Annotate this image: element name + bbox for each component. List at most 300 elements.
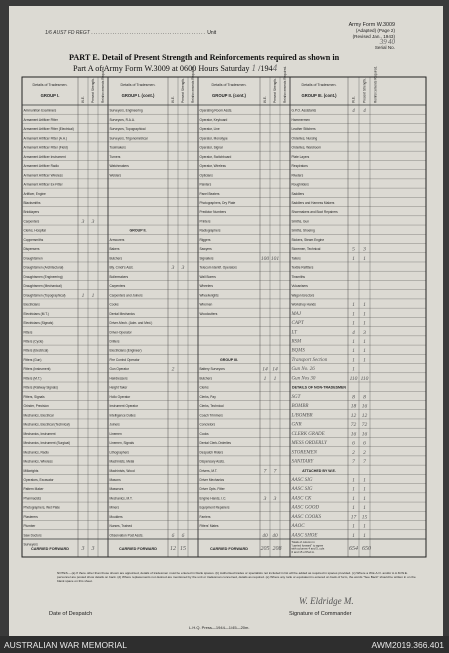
we-value: 1 — [352, 486, 355, 493]
trade-name: Turners — [109, 154, 121, 159]
trade-header: Details of Tradesmen. — [120, 83, 156, 87]
sheet-no-2: 40 — [388, 37, 395, 46]
we-value: 1 — [352, 505, 355, 512]
we-value: 100 — [260, 255, 270, 262]
trade-name: Saddlers and Harness Makers — [291, 200, 335, 205]
trade-name: Draughtsmen (Mechanical) — [23, 284, 62, 289]
trade-name: Battery Surveyors — [199, 367, 225, 372]
trade-handwritten: AASC CK — [291, 496, 312, 502]
trade-header: Details of Tradesmen. — [211, 83, 247, 87]
trade-name: Dental Mechanics — [109, 311, 135, 316]
total-we: 12 — [170, 546, 176, 552]
trade-name: Observation Post Assts. — [109, 533, 144, 538]
trade-name: Moulders — [109, 514, 123, 519]
trade-name: Operating Room Assts. — [199, 108, 233, 113]
trade-name: Surveyors, R.A.A. — [109, 117, 135, 122]
trade-name: Dispensary Assts. — [199, 459, 225, 464]
we-value: 17 — [350, 514, 357, 521]
trade-name: Orderlies, Wardroom — [291, 145, 321, 150]
trade-name: Coppersmiths — [23, 237, 44, 242]
we-value: 8 — [352, 394, 355, 401]
trade-name: Butchers — [199, 376, 213, 381]
commander-signature: W. Eldridge M. — [299, 596, 354, 606]
trade-name: Riveters — [291, 173, 304, 178]
totals-note: Totals of column in — [291, 540, 315, 544]
trade-name: Tinsmiths — [291, 274, 306, 279]
strength-value: 1 — [363, 311, 366, 318]
trade-name: Respirators — [291, 164, 308, 169]
trade-name: Roughriders — [291, 182, 309, 187]
we-value: 6 — [352, 440, 355, 447]
trade-handwritten: MAJ — [291, 311, 301, 317]
trade-name: Clerks, Pay — [199, 394, 216, 399]
trade-name: Wagon Erectors — [291, 293, 315, 298]
trade-name: Saw Doctors — [23, 533, 42, 538]
trade-name: Armament Artificer Ex-Fitter — [23, 182, 63, 187]
strength-value: 12 — [361, 412, 368, 419]
trade-name: Armament Artificer Fitter (A.A.) — [23, 136, 67, 141]
strength-value: 16 — [361, 431, 368, 438]
trade-handwritten: Transport Section — [291, 357, 328, 363]
group-header: GROUP I. — [40, 93, 60, 98]
trade-handwritten: CAPT — [291, 321, 304, 327]
trade-name: Carpenters and Joiners — [109, 293, 143, 298]
trade-handwritten: MESS ORDERLY — [291, 441, 327, 447]
we-value: 12 — [350, 412, 357, 419]
group-header: GROUP I. (cont.) — [121, 93, 155, 98]
trade-name: Printers — [199, 219, 211, 224]
trade-name: Stokers, Steam Engine — [291, 237, 325, 242]
form-adapted: (Adapted) (Page 2) — [355, 28, 395, 34]
serial-label: Serial No. — [374, 45, 395, 51]
strength-value: 14 — [272, 366, 278, 373]
subcolumn-header: Reinforcements Required. — [191, 65, 196, 103]
signature-label: Signature of Commander — [289, 611, 352, 617]
trade-name: Nurses, Trained — [109, 524, 132, 529]
strength-value: 40 — [272, 532, 278, 539]
we-value: 110 — [349, 375, 358, 382]
we-value: 1 — [352, 302, 355, 309]
form-name: Army Form W.3009 — [348, 22, 395, 28]
trade-name: Driver Mechanics — [199, 478, 225, 483]
trade-name: Electricians (Signals) — [23, 321, 54, 326]
trade-handwritten: AASC SIG — [291, 487, 313, 493]
strength-value: 72 — [361, 422, 368, 429]
archive-id: AWM2019.366.401 — [371, 640, 444, 650]
we-value: 7 — [263, 468, 267, 475]
trade-handwritten: AASC GOOD — [291, 505, 320, 511]
trade-name: Armourers — [109, 237, 125, 242]
trade-name: Hollo Operator — [109, 394, 131, 399]
we-value: 1 — [352, 348, 355, 355]
trade-name: Machinists, Wood — [109, 468, 135, 473]
carried-forward-label: CARRIED FORWARD — [119, 547, 157, 551]
trade-name: Butchers — [109, 256, 123, 261]
strength-value: 1 — [363, 357, 366, 364]
trade-name: Signallers — [199, 256, 214, 261]
group-header: GROUP II. (cont.) — [212, 93, 246, 98]
trade-name: Storemen, Technical — [291, 247, 321, 252]
trade-name: Joiners — [109, 422, 120, 427]
we-value: 2 — [352, 449, 355, 456]
we-value: 2 — [171, 366, 175, 373]
strength-value: 6 — [363, 440, 366, 447]
trade-name: Draughtsmen (Architectural) — [23, 265, 64, 270]
trade-name: Telecom Identif. Operators — [199, 265, 237, 270]
subcolumn-header: Reinforcements Required. — [101, 65, 106, 103]
we-value: 1 — [81, 292, 85, 299]
trade-name: Wheelers — [199, 284, 213, 289]
subcolumn-header: W.E. — [263, 96, 268, 103]
trade-handwritten: SANITARY — [291, 459, 314, 465]
carried-forward-label: CARRIED FORWARD — [210, 547, 248, 551]
trade-name: Operator, Switchboard — [199, 154, 232, 159]
trade-name: Welders — [109, 173, 122, 178]
trade-name: Toolmakers — [109, 145, 126, 150]
year-text: /194 — [258, 64, 273, 73]
trade-handwritten: STOREMEN — [291, 450, 317, 456]
we-value: 3 — [263, 495, 267, 502]
trade-name: Clerks, Hospital — [23, 228, 46, 233]
trade-name: Surveyors, Trigonometrical — [109, 136, 148, 141]
trade-name: Ammunition Examiners — [23, 108, 57, 113]
trade-name: Smiths, Shoeing — [291, 228, 315, 233]
trade-name: Pharmacists — [23, 496, 42, 501]
trade-name: Hairdressers — [109, 376, 128, 381]
trade-name: Wall Borers — [199, 274, 216, 279]
archive-caption-bar — [0, 636, 449, 653]
trade-name: Artificer, Engine — [23, 191, 46, 196]
strength-value: 3 — [273, 495, 277, 502]
trade-name: Armament Artificer Radio — [23, 164, 59, 169]
trade-name: Vulcanisers — [291, 284, 308, 289]
trade-name: Fitters (Cycle) — [23, 339, 44, 344]
trade-name: Cooks — [109, 302, 119, 307]
trade-name: Clerks — [199, 385, 209, 390]
trade-name: Fitters (Gun) — [23, 357, 42, 362]
trade-name: Predictor Numbers — [199, 210, 227, 215]
total-we: 654 — [349, 546, 358, 552]
trade-name: Mechanics, Instrument (Surgical) — [23, 441, 71, 446]
trade-name: Height Taker — [109, 385, 128, 390]
strength-value: 1 — [363, 477, 366, 484]
subcolumn-header: Present Strength. — [273, 78, 278, 103]
trade-name: Photographers, Dry Plate — [199, 200, 236, 205]
trade-name: Electricians — [23, 302, 40, 307]
trade-name: Photographers, Wet Plate — [23, 505, 60, 510]
trade-name: Mechanics, Radio — [23, 450, 49, 455]
trade-name: Armament Artificer Fitter (Electrical) — [23, 127, 74, 132]
trade-name: Gun Operator — [109, 367, 129, 372]
we-value: 7 — [352, 459, 355, 466]
strength-value: 6 — [181, 532, 185, 539]
trade-name: Bricklayers — [23, 210, 40, 215]
trade-name: Carpenters — [109, 284, 126, 289]
trade-name: Concretors — [199, 422, 216, 427]
trade-name: Watchmakers — [109, 164, 129, 169]
form-revised: (Revised Jan., 1943) — [352, 33, 395, 39]
trade-name: Carpenters — [23, 219, 40, 224]
strength-value: 1 — [363, 338, 366, 345]
strength-value: 1 — [363, 495, 366, 502]
trade-name: Clerks, Technical — [199, 404, 224, 409]
group-header: GROUP III. (cont.) — [301, 93, 337, 98]
group-heading: DETAILS OF NON-TRADESMEN — [291, 385, 347, 390]
we-value: 3 — [171, 265, 175, 272]
trade-name: Fire Control Operator — [109, 357, 140, 362]
we-value: 1 — [352, 338, 355, 345]
subcolumn-header: Present Strength. — [362, 78, 367, 103]
unit-value: 1/6 AUST FD REGT — [45, 30, 90, 36]
we-value: 4 — [352, 329, 355, 336]
we-value: 3 — [81, 218, 85, 225]
we-value: 1 — [352, 357, 355, 364]
subcolumn-header: Present Strength. — [181, 78, 186, 103]
totals-note: 6 and 15 of Part A. — [291, 549, 315, 554]
trade-name: Opticians — [199, 173, 213, 178]
trade-handwritten: GNR — [291, 422, 302, 428]
strength-value: 8 — [363, 394, 366, 401]
trade-name: Instrument Operator — [109, 404, 139, 409]
we-value: 6 — [171, 532, 175, 539]
trade-name: Boilermakers — [109, 274, 129, 279]
trade-name: Orderlies, Nursing — [291, 136, 318, 141]
trade-handwritten: CLERK GRADE — [291, 431, 325, 437]
we-value: 5 — [352, 246, 355, 253]
trade-name: Pattern Maker — [23, 487, 44, 492]
trade-name: Masons — [109, 478, 121, 483]
we-value: 18 — [350, 403, 357, 410]
subcolumn-header: Reinforcements Required. — [283, 65, 288, 103]
trade-handwritten: AASC SIG — [291, 478, 313, 484]
trade-name: Armament Artificer Fitter — [23, 117, 58, 122]
total-we: 205 — [260, 546, 270, 552]
carried-forward-label: CARRIED FORWARD — [31, 547, 69, 551]
trade-handwritten: LT — [291, 330, 297, 336]
trade-name: Fitters — [23, 330, 33, 335]
printer-line: L.H.Q. Press—1944—1/45—20m. — [189, 625, 250, 630]
subcolumn-header: Reinforcements Required. — [373, 65, 378, 103]
trade-name: Lithographers — [109, 450, 129, 455]
trade-name: Surveyors — [23, 542, 38, 547]
trade-name: Farriers — [199, 514, 211, 519]
total-strength: 208 — [272, 546, 282, 552]
we-value: 1 — [352, 532, 355, 539]
archive-name: AUSTRALIAN WAR MEMORIAL — [4, 640, 127, 650]
trade-name: Engine Hands, I.C. — [199, 496, 227, 501]
we-value: 72 — [350, 422, 357, 429]
trade-name: Plumber — [23, 524, 36, 529]
trade-name: Linemen, Signals — [109, 441, 134, 446]
form-notes: NOTES.—(a) If there other than those shown are appointed, details of tradesmen must be entered in blank spaces. (b) Authorised trades or specialists not included in list will be added as required in spaces provided. (c) Where a W.E.A.O. and/or A.A.M.W.E. personnel are posted show details on back. (d) Where replacements not desired are mentioned by the unit or tradesman concerned, details as required. (e) Where any rank or equivalent is entered on back of form, the words "See Back" should be written in on the blank space on this sheet. — [57, 571, 416, 583]
subcolumn-header: W.E. — [171, 96, 176, 103]
trade-name: Mechanics, Instrument — [23, 431, 56, 436]
we-value: 1 — [352, 366, 355, 373]
we-value: 1 — [352, 477, 355, 484]
strength-value: 1 — [363, 486, 366, 493]
trade-name: Armament Artificer Wireless — [23, 173, 63, 178]
trade-name: Miners — [109, 505, 120, 510]
trade-handwritten: AASC COOKS — [291, 514, 322, 520]
trade-handwritten: BQMS — [291, 348, 305, 354]
trade-name: Shoemakers and Boot Repairers — [291, 210, 338, 215]
trade-name: Dental Clerk-Orderlies — [199, 441, 232, 446]
trade-handwritten: RSM — [291, 339, 302, 345]
trade-name: Sawyers — [199, 247, 212, 252]
unit-label: Unit — [207, 30, 217, 36]
strength-value: 3 — [363, 329, 366, 336]
trade-name: Bty. Cmdr's Asst. — [109, 265, 134, 270]
we-value: 40 — [262, 532, 268, 539]
totals-note: with columns 4 and 5, cols — [291, 546, 325, 551]
trade-name: Drivers, M.T. — [199, 468, 218, 473]
trade-name: Blacksmiths — [23, 200, 41, 205]
subcolumn-header: W.E. — [81, 96, 86, 103]
trade-name: Drillers — [109, 339, 120, 344]
strength-value: 15 — [361, 514, 368, 521]
strength-value: 1 — [273, 375, 277, 382]
trade-name: Mechanics, M.T. — [109, 496, 133, 501]
we-value: 1 — [352, 320, 355, 327]
trade-name: Wiremen — [199, 302, 213, 307]
title-line-2: Part A of Army Form W.3009 at 0600 Hours Saturday — [73, 64, 250, 73]
trade-name: Driver-Mech. (Adm. and Med.) — [109, 321, 153, 326]
sheet-no: 39 — [379, 37, 387, 46]
trade-name: Operator, Monotype — [199, 136, 228, 141]
trade-name: Despatch Riders — [199, 450, 224, 455]
trade-name: Hammermen — [291, 117, 310, 122]
strength-value: 1 — [363, 255, 366, 262]
strength-value: 1 — [363, 523, 366, 530]
trade-handwritten: AAOC — [291, 524, 305, 530]
trade-name: Painters — [199, 182, 212, 187]
trade-name: Driver Opts. Fitter — [199, 487, 225, 492]
group-heading: GROUP III. — [219, 357, 239, 362]
trade-name: Fitters (Electrical) — [23, 348, 49, 353]
trade-name: Operator, Wireless — [199, 164, 226, 169]
date-of-despatch-label: Date of Despatch — [49, 611, 93, 617]
trade-name: Draughtsmen (Engineering) — [23, 274, 63, 279]
total-strength: 3 — [91, 546, 95, 552]
trade-name: Mechanics, Electrical — [23, 413, 54, 418]
trade-name: Saddlers — [291, 191, 305, 196]
we-value: 1 — [352, 255, 355, 262]
strength-value: 7 — [273, 468, 277, 475]
trade-name: Plate Layers — [291, 154, 310, 159]
trade-name: Tailors — [291, 256, 301, 261]
trade-handwritten: SGT — [291, 394, 301, 400]
trade-name: Cooks — [199, 431, 209, 436]
trade-handwritten: Gun No. 26 — [291, 367, 315, 373]
trade-name: Mechanics, Electrical (Technical) — [23, 422, 70, 427]
trade-name: Mechanics, Wireless — [23, 459, 53, 464]
trade-name: Wheelwrights — [199, 293, 219, 298]
trade-name: Armament Artificer Fitter (Field) — [23, 145, 68, 150]
trade-name: Surveyors, Engineering — [109, 108, 143, 113]
trade-name: Draughtsmen (Topographical) — [23, 293, 66, 298]
strength-value: 1 — [363, 348, 366, 355]
strength-value: 110 — [360, 375, 369, 382]
trade-name: Riggers — [199, 237, 211, 242]
trade-name: Fitters (M.T.) — [23, 376, 42, 381]
trade-name: Leather Stitchers — [291, 127, 316, 132]
trade-name: Surveyors, Topographical — [109, 127, 146, 132]
trade-name: Draughtsmen — [23, 256, 43, 261]
trade-name: Fitters, Signals — [23, 394, 45, 399]
trade-name: Woodcutters — [199, 311, 218, 316]
we-value: 1 — [352, 523, 355, 530]
trade-name: Operator, Signal — [199, 145, 223, 150]
strength-value: 3 — [363, 246, 366, 253]
trade-name: Textile Refitters — [291, 265, 314, 270]
we-value: 1 — [263, 375, 267, 382]
trade-name: Operators, Excavator — [23, 478, 54, 483]
trade-name: Fitters (Railway Signals) — [23, 385, 58, 390]
we-value: 1 — [352, 311, 355, 318]
strength-value: 3 — [181, 265, 185, 272]
trade-name: Operator, Line — [199, 127, 220, 132]
title-line-1: PART E. Detail of Present Strength and Reinforcements required as shown in — [69, 53, 340, 62]
year-handwritten: 4 — [272, 63, 278, 73]
we-value: 16 — [350, 431, 357, 438]
trade-name: Grinder, Precision — [23, 404, 49, 409]
strength-value: 2 — [363, 449, 366, 456]
trade-name: Driver-Operator — [109, 330, 132, 335]
group-heading: GROUP II. — [129, 228, 147, 233]
we-value: 4 — [352, 108, 355, 115]
we-value: 1 — [352, 495, 355, 502]
unit-field: 1/6 AUST FD REGT ................................................ Unit — [45, 30, 217, 36]
trade-name: Panel Beaters — [199, 191, 220, 196]
strength-value: 1 — [363, 532, 366, 539]
trade-name: Coach Trimmers — [199, 413, 223, 418]
trade-name: Equipment Repairers — [199, 505, 230, 510]
trade-name: Millwrights — [23, 468, 39, 473]
subcolumn-header: Present Strength. — [91, 78, 96, 103]
total-strength: 15 — [180, 546, 186, 552]
trade-handwritten: BOMBR — [291, 404, 309, 410]
strength-value: 3 — [91, 218, 95, 225]
trade-name: Radiographers — [199, 228, 221, 233]
trade-name: Dispensers — [23, 247, 40, 252]
totals-note: "carried forward" to agree — [291, 543, 324, 548]
trade-name: Intelligence Duties — [109, 413, 136, 418]
trade-name: Smiths, Gun — [291, 219, 310, 224]
trade-handwritten: AASC SHOE — [291, 533, 318, 539]
trade-name: Electricians (M.T.) — [23, 311, 49, 316]
group-heading: ATTACHED BY W.E. — [302, 468, 336, 473]
trade-name: Armament Artificer Instrument — [23, 154, 66, 159]
trade-name: Bakers — [109, 247, 120, 252]
trade-name: Electricians (Engineer) — [109, 348, 142, 353]
trade-name: Machinists, Metal — [109, 459, 135, 464]
trade-name: Plasterers — [23, 514, 38, 519]
trade-name: Linemen — [109, 431, 122, 436]
trade-name: Fitters (Instrument) — [23, 367, 51, 372]
trade-header: Details of Tradesmen. — [32, 83, 68, 87]
total-we: 3 — [81, 546, 85, 552]
subcolumn-header: W.E. — [351, 96, 356, 103]
strength-value: 1 — [91, 292, 95, 299]
strength-value: 4 — [363, 108, 366, 115]
strength-value: 1 — [363, 302, 366, 309]
strength-value: 16 — [361, 403, 368, 410]
trade-name: Masseurs — [109, 487, 124, 492]
date-handwritten: 1 — [251, 63, 257, 73]
total-strength: 650 — [362, 546, 371, 552]
strength-value: 1 — [363, 505, 366, 512]
trade-name: Workshop Hands — [291, 302, 316, 307]
